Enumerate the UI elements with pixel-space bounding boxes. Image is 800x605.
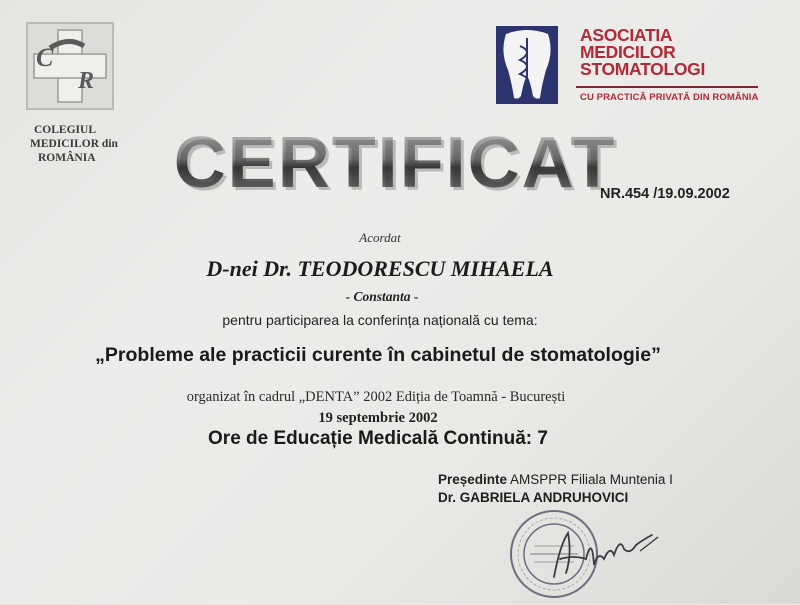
tooth-logo-icon (496, 26, 558, 104)
right-org-divider (576, 86, 758, 88)
signatory-role-title: Președinte (438, 472, 508, 487)
conference-theme: „Probleme ale practicii curente în cabinetul de stomatologie” (95, 344, 661, 366)
left-org-line: MEDICILOR din (30, 138, 118, 150)
recipient-name: D-nei Dr. TEODORESCU MIHAELA (206, 256, 554, 281)
right-org-title (580, 27, 760, 78)
recipient-city: - Constanta - (345, 289, 419, 304)
certificate-number: NR.454 /19.09.2002 (600, 186, 730, 202)
svg-text:R: R (78, 68, 95, 94)
signature-icon (540, 515, 670, 585)
left-org-name (22, 123, 142, 165)
participation-text: pentru participarea la conferința națională cu tema: (222, 312, 538, 328)
signatory-name: Dr. GABRIELA ANDRUHOVICI (438, 490, 629, 505)
right-org-line: STOMATOLOGI (580, 59, 706, 79)
left-org-line: COLEGIUL (34, 124, 96, 136)
organized-text: organizat în cadrul „DENTA” 2002 Ediția de Toamnă - București (186, 389, 566, 405)
certificate-title: CERTIFICAT (160, 118, 630, 208)
awarded-label: Acordat (359, 230, 401, 245)
svg-text:C: C (36, 43, 54, 72)
signatory-role-branch: AMSPPR Filiala Muntenia I (507, 472, 673, 487)
cmr-logo (26, 22, 114, 110)
right-org-line: ASOCIATIA (580, 25, 673, 45)
credit-hours: Ore de Educație Medicală Continuă: 7 (208, 428, 548, 449)
event-date: 19 septembrie 2002 (318, 410, 438, 426)
right-org-subtitle: CU PRACTICĂ PRIVATĂ DIN ROMÂNIA (580, 92, 759, 103)
signatory-role (438, 472, 673, 487)
right-org-line: MEDICILOR (580, 42, 676, 62)
left-org-line: ROMÂNIA (38, 152, 96, 164)
